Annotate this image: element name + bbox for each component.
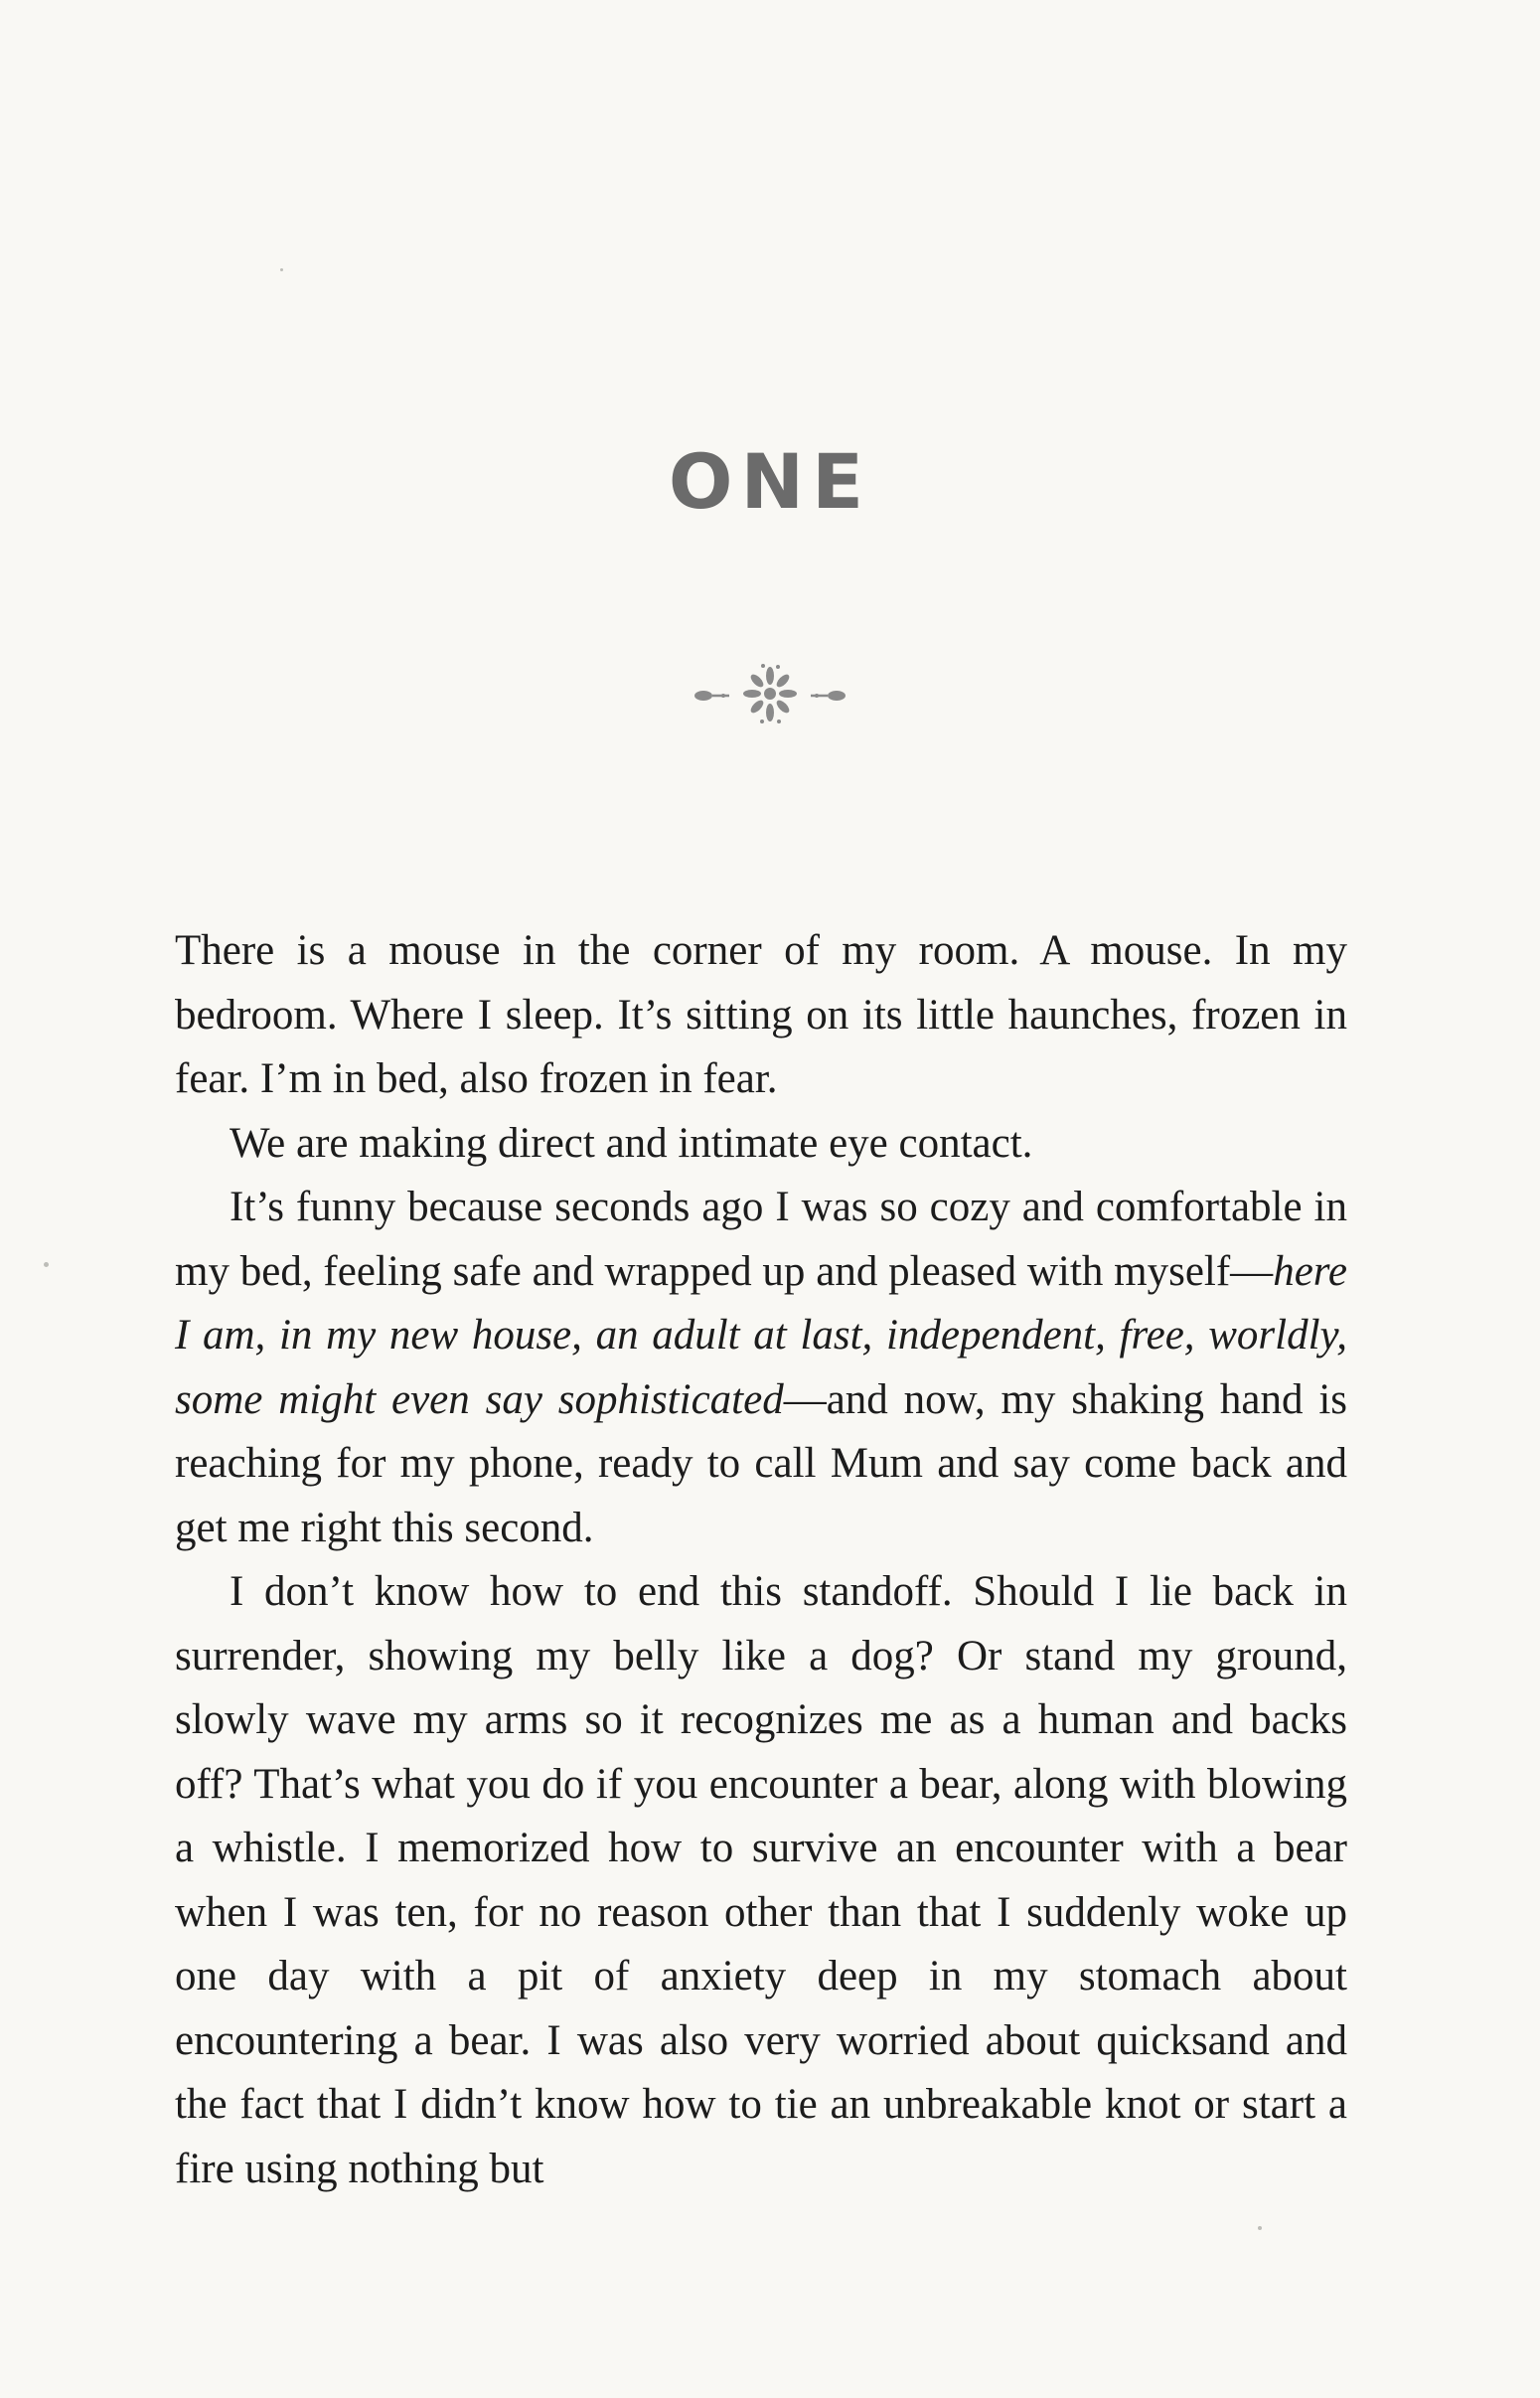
- paper-speck: [280, 268, 283, 271]
- text-segment: It’s funny because seconds ago I was so cozy and comfortable in my bed, feeling safe and wrapped up and pleased with myself—: [175, 1184, 1347, 1295]
- paper-speck: [44, 1262, 49, 1267]
- paper-speck: [1258, 2226, 1262, 2230]
- paragraph: [175, 1560, 1347, 2201]
- text-segment: We are making direct and intimate eye contact.: [230, 1119, 1033, 1167]
- text-segment: There is a mouse in the corner of my room. A mouse. In my bedroom. Where I sleep. It’s sitting on its little haunches, frozen in fear. I’m in bed, also frozen in fear.: [175, 927, 1347, 1102]
- text-segment: —and now, my shaking hand is reaching for my phone, ready to call Mum and say come back and get me right this second.: [175, 1375, 1347, 1551]
- text-segment: I don’t know how to end this standoff. Should I lie back in surrender, showing my belly like a dog? Or stand my ground, slowly wave my arms so it recognizes me as a human and backs off? That’s what you do if you encounter a bear, along with blowing a whistle. I memorized how to survive an encounter with a bear when I was ten, for no reason other than that I suddenly woke up one day with a pit of anxiety deep in my stomach about encountering a bear. I was also very worried about quicksand and the fact that I didn’t know how to tie an unbreakable knot or start a fire using nothing but: [175, 1568, 1347, 2192]
- chapter-body: [175, 919, 1347, 2201]
- paragraph: [175, 1176, 1347, 1560]
- paragraph: [175, 919, 1347, 1112]
- italic-text: here I am, in my new house, an adult at last, independent, free, worldly, some might even say sophisticated: [175, 1247, 1347, 1423]
- chapter-title: ONE: [668, 437, 872, 526]
- paragraph: [175, 1112, 1347, 1177]
- floral-ornament-icon: [684, 656, 856, 731]
